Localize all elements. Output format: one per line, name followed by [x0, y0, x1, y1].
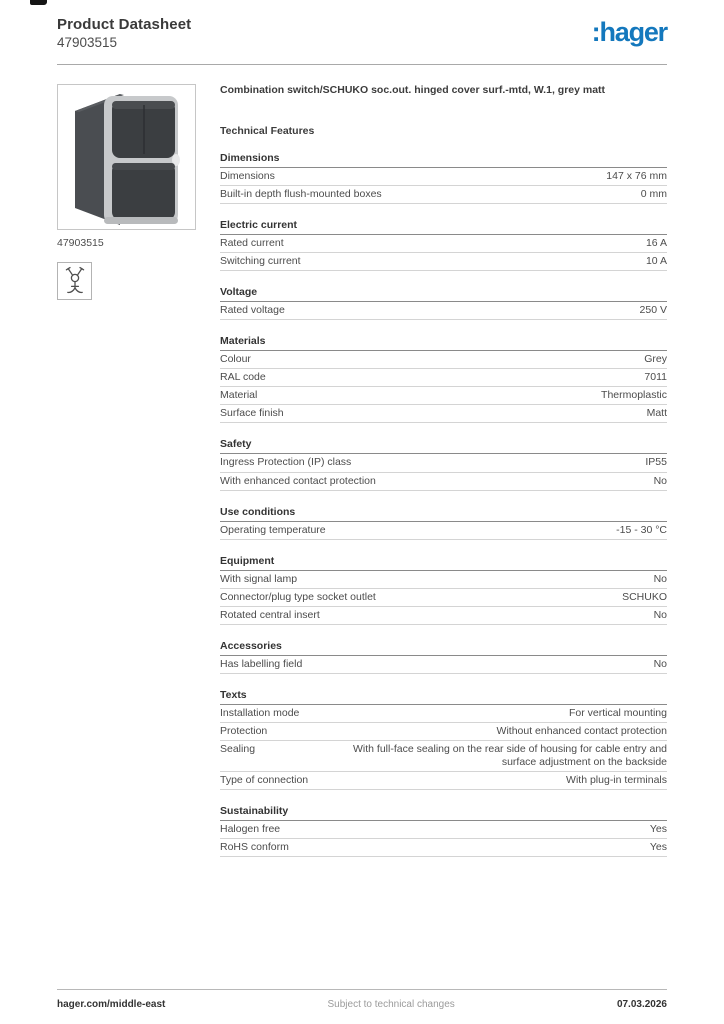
hager-logo: :hager: [591, 17, 667, 47]
spec-label: Installation mode: [220, 707, 300, 720]
schematic-box: [57, 262, 92, 300]
spec-value: With full-face sealing on the rear side of housing for cable entry and surface adjustment on the backside: [352, 743, 667, 768]
section: [220, 335, 667, 423]
spec-label: Switching current: [220, 254, 301, 267]
left-panel: [57, 84, 197, 857]
section: [220, 506, 667, 540]
spec-row: [220, 387, 667, 405]
switch-socket-schematic-icon: [63, 266, 87, 296]
spec-value: 16 A: [645, 236, 667, 249]
spec-label: Rated current: [220, 236, 284, 249]
spec-row: [220, 607, 667, 625]
spec-value: No: [653, 658, 667, 671]
spec-row: [220, 571, 667, 589]
spec-row: [220, 302, 667, 320]
product-image-box: [57, 84, 196, 230]
spec-row: [220, 405, 667, 423]
spec-row: [220, 772, 667, 790]
spec-row: [220, 723, 667, 741]
spec-row: [220, 839, 667, 857]
section: [220, 689, 667, 790]
spec-value: IP55: [645, 456, 667, 469]
section: [220, 286, 667, 320]
spec-row: [220, 522, 667, 540]
header-titles: [57, 16, 191, 50]
section-title: Equipment: [220, 555, 667, 571]
spec-value: -15 - 30 °C: [616, 523, 667, 536]
spec-label: Material: [220, 389, 258, 402]
sections: [220, 152, 667, 858]
spec-value: Yes: [649, 823, 667, 836]
section-title: Safety: [220, 438, 667, 454]
header: [57, 16, 667, 65]
spec-value: Grey: [644, 353, 667, 366]
spec-label: Colour: [220, 353, 251, 366]
spec-value: Yes: [649, 841, 667, 854]
spec-row: [220, 473, 667, 491]
spec-row: [220, 821, 667, 839]
spec-value: No: [653, 608, 667, 621]
spec-label: RoHS conform: [220, 841, 289, 854]
footer-disclaimer: Subject to technical changes: [327, 999, 455, 1010]
image-caption: 47903515: [57, 237, 104, 249]
spec-value: 10 A: [645, 254, 667, 267]
section: [220, 555, 667, 625]
section: [220, 152, 667, 204]
spec-row: [220, 454, 667, 472]
spec-value: 250 V: [639, 304, 667, 317]
spec-label: Dimensions: [220, 169, 275, 182]
spec-value: 7011: [644, 371, 667, 384]
spec-label: Ingress Protection (IP) class: [220, 456, 352, 469]
spec-label: Connector/plug type socket outlet: [220, 590, 376, 603]
spec-row: [220, 186, 667, 204]
spec-label: Has labelling field: [220, 658, 303, 671]
spec-value: SCHUKO: [622, 590, 667, 603]
spec-label: With enhanced contact protection: [220, 474, 376, 487]
spec-label: Built-in depth flush-mounted boxes: [220, 187, 382, 200]
product-number: 47903515: [57, 35, 118, 50]
spec-value: No: [653, 474, 667, 487]
technical-content: [220, 84, 667, 857]
spec-value: Thermoplastic: [601, 389, 667, 402]
spec-label: Operating temperature: [220, 523, 326, 536]
spec-label: Sealing: [220, 743, 256, 756]
section-title: Use conditions: [220, 506, 667, 522]
technical-features-heading: Technical Features: [220, 124, 315, 137]
spec-value: For vertical mounting: [568, 707, 667, 720]
spec-value: Without enhanced contact protection: [496, 725, 667, 738]
section-title: Materials: [220, 335, 667, 351]
spec-row: [220, 253, 667, 271]
footer-date: 07.03.2026: [616, 999, 667, 1010]
spec-value: 147 x 76 mm: [606, 169, 667, 182]
spec-value: 0 mm: [640, 187, 667, 200]
spec-row: [220, 741, 667, 772]
spec-row: [220, 168, 667, 186]
spec-row: [220, 235, 667, 253]
spec-row: [220, 656, 667, 674]
section: [220, 219, 667, 271]
section: [220, 438, 667, 490]
section-title: Accessories: [220, 640, 667, 656]
section-title: Sustainability: [220, 805, 667, 821]
spec-label: Halogen free: [220, 823, 281, 836]
spec-label: Surface finish: [220, 407, 284, 420]
section-title: Electric current: [220, 219, 667, 235]
spec-label: Type of connection: [220, 774, 309, 787]
section-title: Texts: [220, 689, 667, 705]
scan-artifact: [30, 0, 47, 5]
product-title: Combination switch/SCHUKO soc.out. hinged cover surf.-mtd, W.1, grey matt: [220, 84, 606, 96]
spec-row: [220, 589, 667, 607]
spec-row: [220, 351, 667, 369]
spec-label: With signal lamp: [220, 572, 298, 585]
spec-label: Rated voltage: [220, 304, 285, 317]
spec-value: With plug-in terminals: [566, 774, 667, 787]
section: [220, 640, 667, 674]
spec-row: [220, 369, 667, 387]
section-title: Dimensions: [220, 152, 667, 168]
spec-label: RAL code: [220, 371, 266, 384]
footer-website-link[interactable]: hager.com/middle-east: [57, 999, 166, 1010]
spec-label: Protection: [220, 725, 268, 738]
section-title: Voltage: [220, 286, 667, 302]
footer: [57, 989, 667, 1010]
spec-row: [220, 705, 667, 723]
section: [220, 805, 667, 857]
spec-value: Matt: [646, 407, 667, 420]
spec-value: No: [653, 572, 667, 585]
page-title: Product Datasheet: [57, 16, 192, 33]
spec-label: Rotated central insert: [220, 608, 320, 621]
product-image: [58, 85, 195, 229]
